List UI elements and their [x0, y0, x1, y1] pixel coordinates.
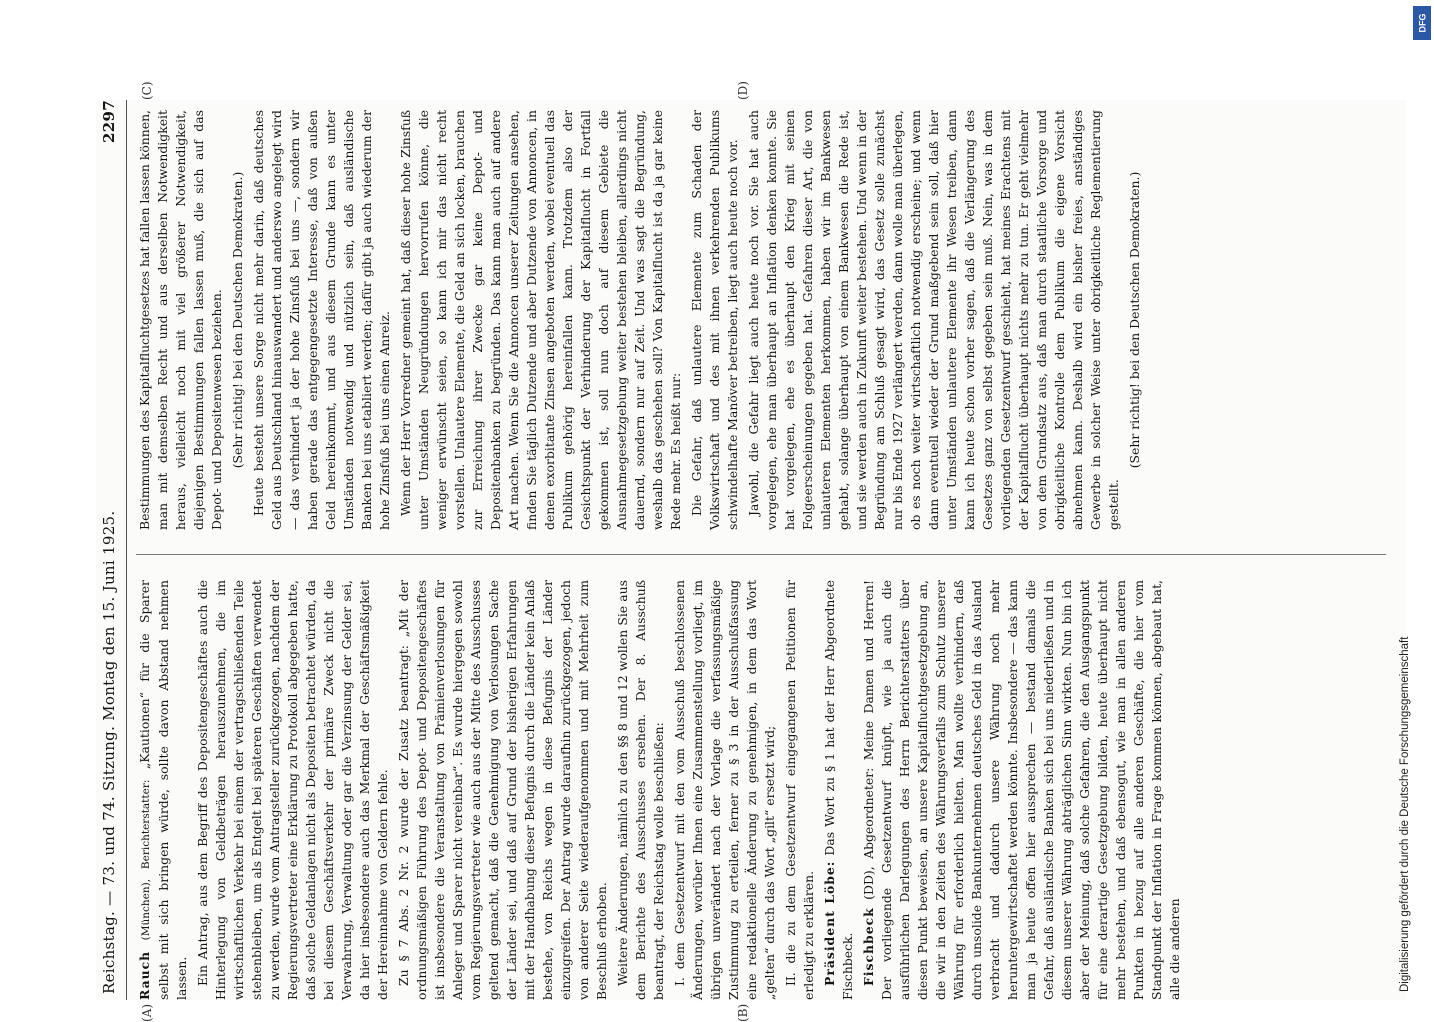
- paragraph: Wenn der Herr Vorredner gemeint hat, daß dieser hohe Zinsfuß unter Umständen Neugründungen hervorrufen könne, die weniger erwünscht seien, so kann ich mir das nicht recht vorstellen. Unlautere Elemente, die Geld an sich locken, brauchen zur Erreichung ihrer Zwecke gar keine Depot- und Depositenbanken zu begründen. Das kann man auch auf andere Art machen. Wenn Sie die Annoncen unserer Zeitungen ansehen, finden Sie täglich Dutzende und aber Dutzende von Annoncen, in denen exorbitante Zinsen angeboten werden, wobei eventuell das Publikum gehörig hereinfallen kann. Trotzdem also der Gesichtspunkt der Verhinderung der Kapitalflucht in Fortfall gekommen ist, soll nun doch auf diesem Gebiete die Ausnahmegesetzgebung weiter bestehen bleiben, allerdings nicht dauernd, sondern nur auf Zeit. Und was sagt die Begründung, weshalb das geschehen soll? Von Kapitalflucht ist da ja gar keine Rede mehr. Es heißt nur:: [398, 110, 683, 530]
- speaker-name: Fischbeck: [861, 907, 876, 986]
- paragraph: Zu § 7 Abs. 2 Nr. 2 wurde der Zusatz beantragt: „Mit der ordnungsmäßigen Führung des Depot- und Depositengeschäftes ist insbesondere die Veranstaltung von Prämienverlosungen für Anleger und Sparer nicht vereinbar“. Es wurde hiergegen sowohl vom Regierungsvertreter wie auch aus der Mitte des Ausschusses geltend gemacht, daß die Genehmigung von Verlosungen Sache der Länder sei, und daß auf Grund der bisherigen Erfahrungen mit der Handhabung dieser Befugnis durch die Länder kein Anlaß bestehe, von Reichs wegen in diese Befugnis der Länder einzugreifen. Der Antrag wurde daraufhin zurückgezogen, jedoch von anderer Seite wiederaufgenommen und mit Mehrheit zum Beschluß erhoben.: [396, 580, 609, 1000]
- paragraph: [821, 580, 857, 1000]
- page-header: [96, 100, 126, 1000]
- text-column-right: [136, 110, 1396, 530]
- running-head: Reichstag. — 73. und 74. Sitzung. Montag den 15. Juni 1925.: [100, 510, 118, 994]
- paragraph: Bestimmungen des Kapitalfluchtgesetzes hat fallen lassen können, man mit demselben Recht und aus derselben Notwendigkeit heraus, vielleicht noch mit viel größerer Notwendigkeit, diejenigen Bestimmungen fallen lassen muß, die sich auf das Depot- und Depositenwesen beziehen.: [137, 110, 224, 530]
- paragraph: I. dem Gesetzentwurf mit den vom Ausschuß beschlossenen Änderungen, worüber Ihnen eine Zusammenstellung vorliegt, im übrigen unverändert nach der Vorlage die verfassungsmäßige Zustimmung zu erteilen, ferner zu § 3 in der Ausschußfassung eine redaktionelle Änderung zu genehmigen, in dem das Wort „gelten“ durch das Wort „gilt“ ersetzt wird;: [672, 580, 777, 1000]
- paragraph: Heute besteht unsere Sorge nicht mehr darin, daß deutsches Geld aus Deutschland hinauswandert und anderswo angelegt wird — das verhindert ja der hohe Zinsfuß bei uns —, sondern wir haben gerade das entgegengesetzte Interesse, daß von außen Geld hereinkommt, und aus diesem Grunde kann es unter Umständen notwendig und nützlich sein, daß ausländische Banken bei uns etabliert werden; dafür gibt ja auch wiederum der hohe Zinsfuß bei uns einen Anreiz.: [251, 110, 392, 530]
- paragraph: Jawohl, die Gefahr liegt auch heute noch vor. Sie hat auch vorgelegen, ehe man überhaupt an Inflation denken konnte. Sie hat vorgelegen, ehe es überhaupt den Krieg mit seinen Folgeerscheinungen gegeben hat. Gefahren dieser Art, die von unlauteren Elementen herkommen, haben wir im Bankwesen gehabt, solange überhaupt von einem Bankwesen die Rede ist, und sie werden auch in Zukunft weiter bestehen. Und wenn in der Begründung am Schluß gesagt wird, das Gesetz solle zunächst nur bis Ende 1927 verlängert werden, dann wolle man überlegen, ob es noch weiter wirtschaftlich notwendig erscheine; und wenn dann eventuell wieder der Grund maßgebend sein soll, daß hier unter Umständen unlautere Elemente ihr Wesen treiben, dann kann ich heute schon vorher sagen, daß die Verlängerung des Gesetzes ganz von selbst gegeben sein muß. Nein, was in dem vorliegenden Gesetzentwurf geschieht, hat meines Erachtens mit der Kapitalflucht überhaupt nichts mehr zu tun. Er geht vielmehr von dem Grundsatz aus, daß man durch staatliche Vorsorge und obrigkeitliche Kontrolle dem Publikum die eigene Vorsicht abnehmen kann. Deshalb wird ein bisher freies, anständiges Gewerbe in solcher Weise unter obrigkeitliche Reglementierung gestellt.: [746, 110, 1121, 530]
- interjection: (Sehr richtig! bei den Deutschen Demokraten.): [1127, 171, 1142, 469]
- speaker-name: Rauch: [137, 950, 152, 1000]
- margin-marker-c: (C): [140, 81, 154, 100]
- quotation: Die Gefahr, daß unlautere Elemente zum Schaden der Volkswirtschaft und des mit ihnen verkehrenden Publikums schwindelhafte Manöver betreiben, liegt auch heute noch vor.: [689, 110, 740, 530]
- paragraph-text: „Kautionen“ für die Sparer selbst mit sich bringen würde, sollte davon Abstand nehmen lassen.: [137, 580, 189, 1000]
- paragraph-text: Das Wort zu § 1 hat der Herr Abgeordnete Fischbeck.: [822, 580, 855, 1000]
- margin-marker-d: (D): [736, 81, 750, 100]
- paragraph: Ein Antrag, aus dem Begriff des Depositengeschäftes auch die Hinterlegung von Geldbeträgen herauszunehmen, die im wirtschaftlichen Verkehr bei einem der vertragschließenden Teile stehenbleiben, um als Entgelt bei späteren Geschäften verwendet zu werden, wurde vom Antragsteller zurückgezogen, nachdem der Regierungsvertreter eine Erklärung zu Protokoll abgegeben hatte, daß solche Geldanlagen nicht als Depositen betrachtet würden, da bei diesem Geschäftsverkehr der primäre Zweck nicht die Verwahrung, Verwaltung oder gar die Verzinsung der Gelder sei, da hier insbesondere auch das Merkmal der Geschäftsmäßigkeit der Hereinnahme von Geldern fehle.: [195, 580, 390, 1000]
- speaker-attribution: (München), Berichterstatter:: [140, 779, 152, 941]
- header-rule: [126, 100, 127, 1000]
- paragraph: Weitere Änderungen, nämlich zu den §§ 8 und 12 wollen Sie aus dem Berichte des Ausschusses ersehen. Der 8. Ausschuß beantragt, der Reichstag wolle beschließen:: [615, 580, 666, 1000]
- paragraph: II. die zu dem Gesetzentwurf eingegangenen Petitionen für erledigt zu erklären.: [783, 580, 816, 1000]
- interjection: (Sehr richtig! bei den Deutschen Demokraten.): [230, 171, 245, 469]
- paragraph: [860, 580, 1184, 1000]
- margin-marker-b: (B): [736, 1003, 750, 1022]
- credit-text: Digitalisierung gefördert durch die Deutsche Forschungsgemeinschaft: [1399, 636, 1411, 992]
- speaker-name: Präsident Löbe:: [822, 860, 837, 986]
- text-column-left: [136, 580, 1396, 1000]
- paragraph-text: (DD), Abgeordneter: Meine Damen und Herren! Der vorliegende Gesetzentwurf knüpft, wie ja auch die ausführlichen Darlegungen des Herrn Berichterstatters über diesen Punkt beweisen, an unsere Kapitalfluchtgesetzgebung an, die wir in den Zeiten des Währungsverfalls zum Schutz unserer Währung für erforderlich hielten. Man wollte verhindern, daß durch unsolide Bankunternehmen deutsches Geld in das Ausland verbracht und dadurch unsere Währung noch mehr heruntergewirtschaftet werden könnte. Insbesondere — das kann man ja heute offen hier aussprechen — bestand damals die Gefahr, daß ausländische Banken sich bei uns niederließen und in diesem unserer Währung abträglichen Sinn wirkten. Nun bin ich aber der Meinung, daß solche Gefahren, die den Ausgangspunkt für eine derartige Gesetzgebung bilden, heute überhaupt nicht mehr bestehen, und daß ebensogut, wie man in allen anderen Punkten in bezug auf alle anderen Geschäfte, die hier vom Standpunkt der Inflation in Frage kommen können, abgebaut hat, alle die anderen: [861, 580, 1182, 1000]
- rotated-document-page: [96, 81, 1406, 1022]
- digitization-credit: [1390, 8, 1420, 992]
- paragraph: [136, 580, 191, 1000]
- page-number: 2297: [100, 100, 118, 143]
- column-divider: [136, 554, 1386, 555]
- dfg-logo: [1413, 6, 1431, 40]
- dfg-logo-text: DFG: [1417, 13, 1427, 33]
- margin-marker-a: (A): [140, 1003, 154, 1022]
